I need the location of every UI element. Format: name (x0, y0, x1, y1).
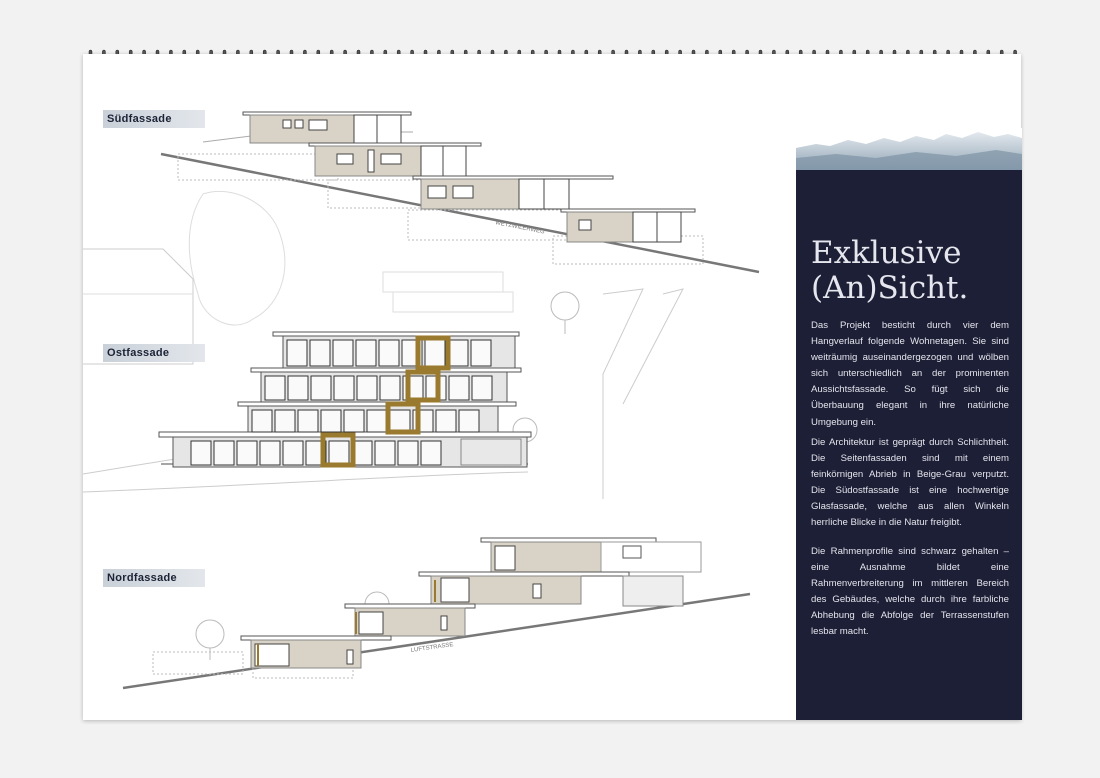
facade-window (436, 410, 456, 432)
facade-window (425, 340, 445, 366)
paragraph-2: Die Architektur ist geprägt durch Schlichtheit. Die Seitenfassaden sind mit einem feinkörnigen Abrieb in Beige-Grau verputzt. Die Südostfassade ist eine hochwertige Glasfassade, welche aus allen Winkeln herrliche Blicke in die Natur freigibt. (811, 437, 1009, 529)
headline-line-1: Exklusive (811, 235, 962, 271)
facade-window (288, 376, 308, 400)
facade-window (398, 441, 418, 465)
facade-window (311, 376, 331, 400)
facade-window (329, 441, 349, 465)
panel-headline (811, 236, 1011, 306)
facade-window (448, 340, 468, 366)
south-facade-drawing (161, 112, 759, 272)
facade-window (379, 340, 399, 366)
facade-window (252, 410, 272, 432)
facade-window (334, 376, 354, 400)
paragraph-1: Das Projekt besticht durch vier dem Hangverlauf folgende Wohnetagen. Sie sind weiträumig auseinandergezogen und wölben sich unterschiedlich an der prominenten Aussichtsfassade. So fügt sich die Überbauung elegant in ihre natürliche Umgebung ein. (811, 320, 1009, 428)
facade-window (344, 410, 364, 432)
facade-window (237, 441, 257, 465)
architectural-drawings (83, 54, 796, 720)
facade-window (333, 340, 353, 366)
paragraph-3: Die Rahmenprofile sind schwarz gehalten – eine Ausnahme bildet eine Rahmenverbreiterung im mittleren Bereich des Gebäudes, welche durch ihre farbliche Abhebung die Abfolge der Terrassenstufen lesbar macht. (811, 546, 1009, 638)
facade-window (275, 410, 295, 432)
facade-window (449, 376, 469, 400)
facade-window (472, 376, 492, 400)
headline-line-2: (An)Sicht. (811, 270, 969, 306)
facade-window (310, 340, 330, 366)
facade-window (390, 410, 410, 432)
section-label-north: Nordfassade (103, 569, 205, 587)
facade-window (421, 441, 441, 465)
facade-window (471, 340, 491, 366)
section-label-east: Ostfassade (103, 344, 205, 362)
mountain-panorama-image (796, 128, 1022, 172)
facade-window (265, 376, 285, 400)
facade-window (214, 441, 234, 465)
facade-window (367, 410, 387, 432)
facade-window (321, 410, 341, 432)
facade-window (283, 441, 303, 465)
north-facade-drawing (123, 538, 750, 688)
text-panel (796, 170, 1022, 720)
section-label-south: Südfassade (103, 110, 205, 128)
road-label-north: LUFTSTRASSE (410, 642, 454, 654)
facade-window (380, 376, 400, 400)
facade-window (357, 376, 377, 400)
facade-window (298, 410, 318, 432)
brochure-page (83, 54, 1021, 720)
road-label-south: WETZWILERWEG (494, 220, 546, 236)
facade-window (356, 340, 376, 366)
facade-window (260, 441, 280, 465)
facade-window (375, 441, 395, 465)
facade-window (191, 441, 211, 465)
facade-window (459, 410, 479, 432)
facade-window (287, 340, 307, 366)
